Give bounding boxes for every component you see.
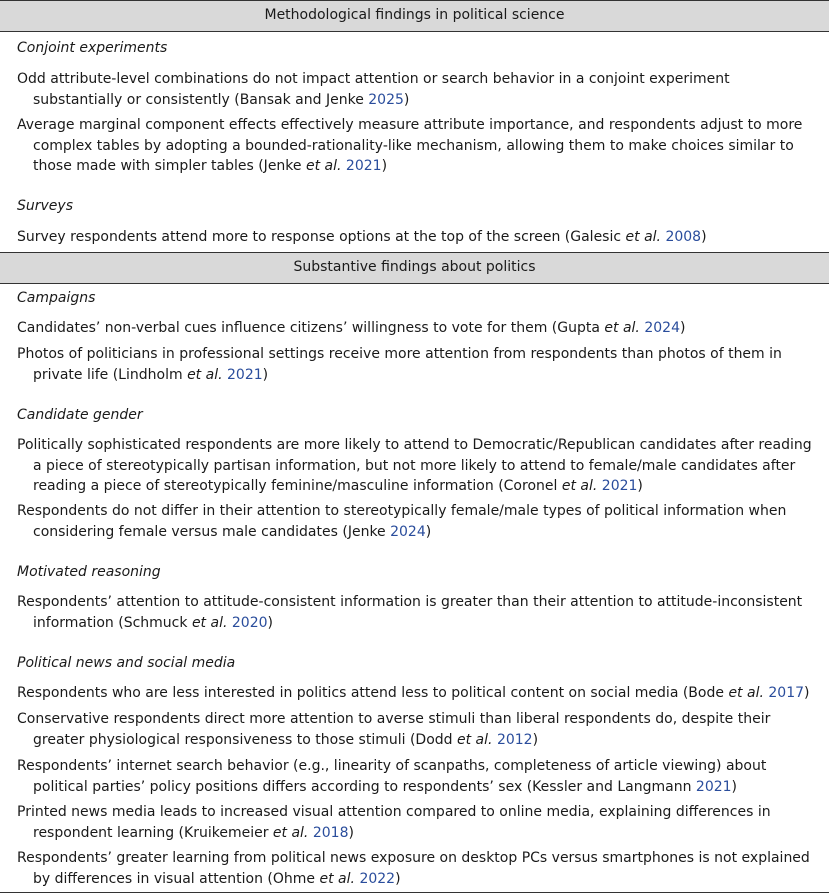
citation-year-link[interactable]: 2021 [601,478,638,495]
citation-year-link[interactable]: 2021 [695,778,732,795]
finding-entry: Respondents who are less interested in politics attend less to political content on social media (Bode et al. 2017) [17,685,810,701]
table-bottom-rule [0,892,829,893]
citation-year-link[interactable]: 2025 [368,91,404,108]
citation-year-link[interactable]: 2021 [227,366,263,383]
group-heading-conjoint: Conjoint experiments [17,40,168,56]
citation-year-link[interactable]: 2021 [345,158,382,175]
citation-year-link[interactable]: 2024 [390,523,426,540]
citation-year-link[interactable]: 2022 [359,870,396,887]
finding-entry: Respondents’ internet search behavior (e.g., linearity of scanpaths, completeness of article viewing) about political parties’ policy positions differs according to respondents’ sex (Kessler and Langmann 2021) [17,758,767,795]
group-heading-political-news: Political news and social media [17,655,236,671]
citation-year-link[interactable]: 2017 [768,685,805,701]
group-heading-candidate-gender: Candidate gender [17,407,143,423]
finding-entry: Average marginal component effects effectively measure attribute importance, and respondents adjust to more complex tables by adopting a bounded-rationality-like mechanism, allowing them to make choices similar to those made with simpler tables (Jenke et al. 2021) [17,117,803,175]
group-heading-surveys: Surveys [17,198,73,214]
finding-entry: Conservative respondents direct more attention to averse stimuli than liberal respondents do, despite their greater physiological responsiveness to those stimuli (Dodd et al. 2012) [17,711,771,748]
finding-entry: Respondents’ greater learning from political news exposure on desktop PCs versus smartphones is not explained by differences in visual attention (Ohme et al. 2022) [17,850,810,887]
group-heading-motivated-reasoning: Motivated reasoning [17,564,161,580]
citation-year-link[interactable]: 2024 [644,320,680,336]
section-header-substantive: Substantive findings about politics [0,252,829,284]
group-heading-campaigns: Campaigns [17,290,96,306]
finding-entry: Politically sophisticated respondents are more likely to attend to Democratic/Republican candidates after reading a piece of stereotypically partisan information, but not more likely to attend to female/male candidates after reading a piece of stereotypically feminine/masculine information (Coronel et al. 2021) [17,437,812,495]
finding-entry: Photos of politicians in professional settings receive more attention from respondents than photos of them in private life (Lindholm et al. 2021) [17,346,782,383]
finding-entry: Survey respondents attend more to response options at the top of the screen (Galesic et al. 2008) [17,229,707,245]
finding-entry: Candidates’ non-verbal cues influence citizens’ willingness to vote for them (Gupta et al. 2024) [17,320,686,336]
citation-year-link[interactable]: 2020 [231,614,268,631]
citation-year-link[interactable]: 2018 [312,824,349,841]
citation-year-link[interactable]: 2008 [665,229,702,245]
finding-entry: Odd attribute-level combinations do not impact attention or search behavior in a conjoint experiment substantially or consistently (Bansak and Jenke 2025) [17,71,730,108]
finding-entry: Respondents do not differ in their attention to stereotypically female/male types of political information when considering female versus male candidates (Jenke 2024) [17,503,787,540]
citation-year-link[interactable]: 2012 [496,731,533,748]
finding-entry: Respondents’ attention to attitude-consistent information is greater than their attention to attitude-inconsistent information (Schmuck et al. 2020) [17,594,803,631]
section-header-methodological: Methodological findings in political science [0,0,829,32]
finding-entry: Printed news media leads to increased visual attention compared to online media, explaining differences in respondent learning (Kruikemeier et al. 2018) [17,804,771,841]
